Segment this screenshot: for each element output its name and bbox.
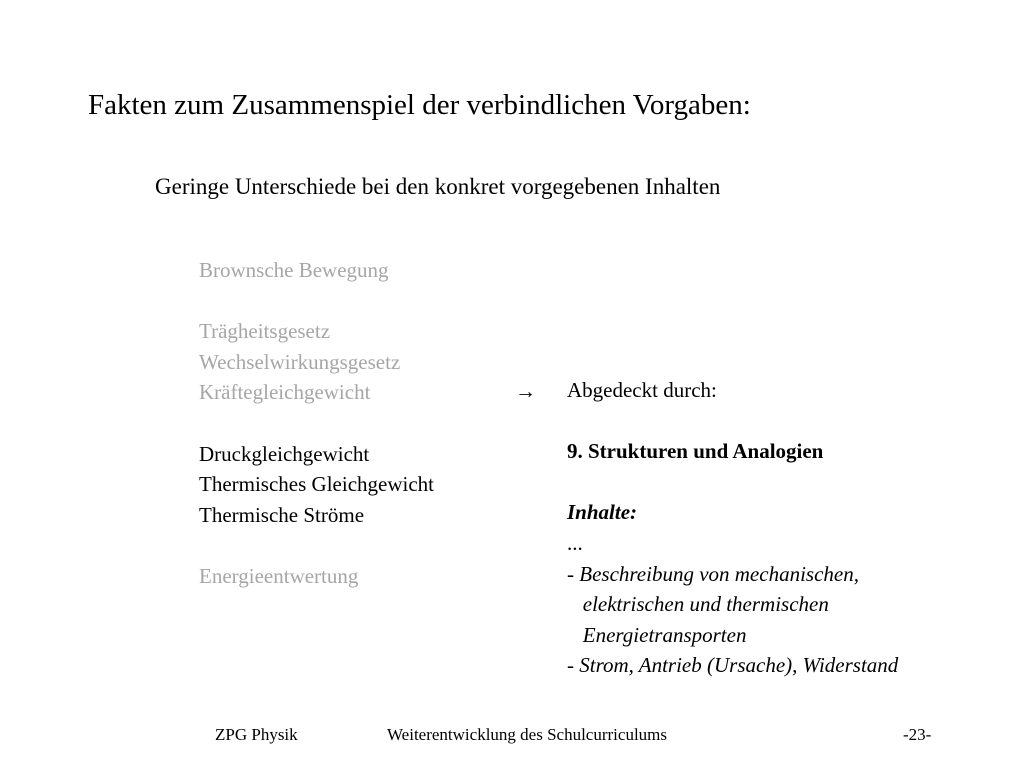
footer-title: Weiterentwicklung des Schulcurriculums [387, 725, 668, 744]
topic-spacer [199, 286, 434, 317]
coverage-block [567, 375, 898, 681]
coverage-item-text: elektrischen und thermischen [582, 592, 829, 617]
coverage-item-prefix: - [567, 561, 580, 586]
topic-list [199, 255, 434, 592]
coverage-contents-label: Inhalte: [567, 500, 638, 525]
coverage-spacer [567, 406, 898, 437]
topic-item: Kräftegleichgewicht [199, 380, 371, 405]
coverage-item [567, 620, 898, 651]
coverage-ellipsis: ... [567, 530, 583, 555]
coverage-item [567, 589, 898, 620]
topic-item: Energieentwertung [199, 563, 359, 588]
page-number: -23- [903, 725, 932, 744]
topic-item: Brownsche Bewegung [199, 258, 389, 282]
topic-item-covered: Druckgleichgewicht [199, 441, 370, 466]
coverage-item-prefix [567, 623, 583, 647]
slide-subtitle: Geringe Unterschiede bei den konkret vorgegebenen Inhalten [155, 174, 721, 199]
topic-item-covered: Thermische Ströme [199, 502, 365, 527]
coverage-item-text: Beschreibung von mechanischen, [579, 561, 859, 586]
coverage-item-text: Strom, Antrieb (Ursache), Widerstand [579, 653, 899, 678]
slide-title: Fakten zum Zusammenspiel der verbindlichen Vorgaben: [88, 89, 751, 121]
topic-item: Trägheitsgesetz [199, 319, 331, 344]
coverage-item-prefix [567, 592, 583, 616]
topic-item-covered: Thermisches Gleichgewicht [199, 472, 434, 497]
right-arrow-icon: → [515, 379, 536, 403]
coverage-item [567, 650, 898, 681]
coverage-unit: 9. Strukturen und Analogien [567, 439, 824, 464]
footer-organization: ZPG Physik [215, 725, 298, 744]
topic-item: Wechselwirkungsgesetz [199, 349, 401, 374]
coverage-item-prefix: - [567, 653, 580, 678]
topic-spacer [199, 408, 434, 439]
topic-spacer [199, 530, 434, 561]
coverage-spacer [567, 467, 898, 498]
coverage-item [567, 559, 898, 590]
coverage-intro: Abgedeckt durch: [567, 378, 717, 402]
coverage-item-text: Energietransporten [582, 622, 747, 647]
